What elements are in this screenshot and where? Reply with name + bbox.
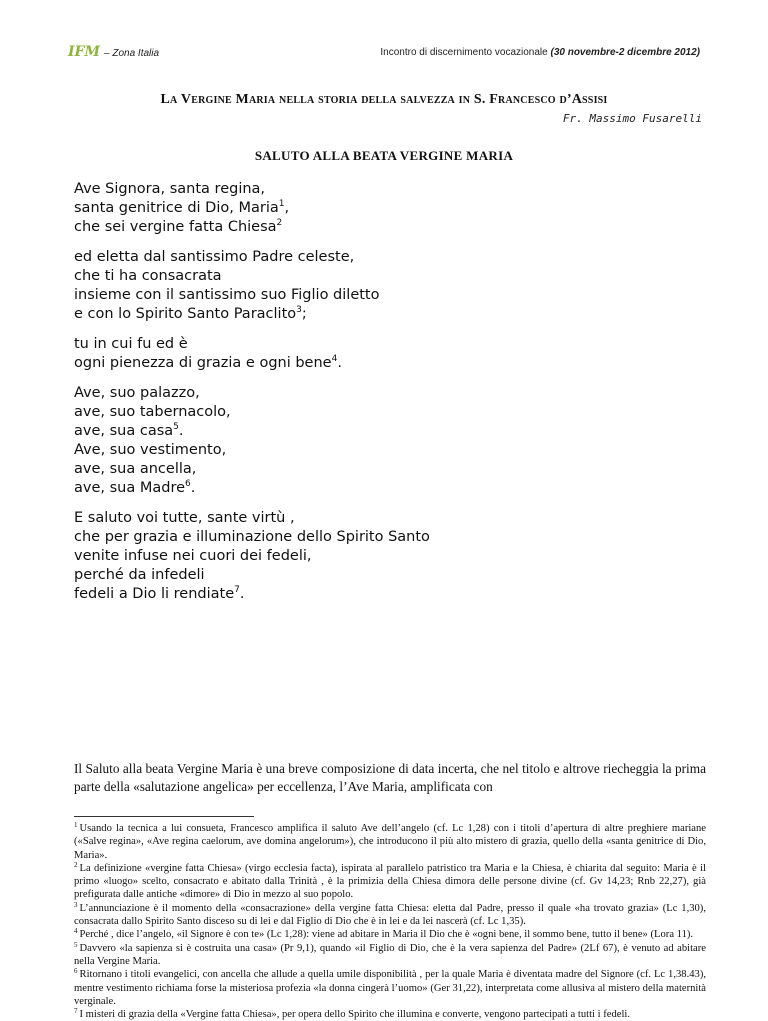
- footnote: [74, 942, 706, 969]
- footnote-number: 4: [74, 927, 78, 936]
- footnote-text: La definizione «vergine fatta Chiesa» (virgo ecclesia facta), ispirata al parallelo patristico tra Maria e la Chiesa, è chiarita dal seguito: Maria è il primo «luogo» scelto, consacrato e abitato dalla Trinità , è la primizia della Chiesa dimora delle persone divine (cf. Gv 14,23; Rnb 22,27), già prefigurata dalle antiche «dimore» di Dio in mezzo al suo popolo.: [74, 862, 706, 901]
- footnote: [74, 902, 706, 929]
- footnote-number: 2: [74, 860, 78, 869]
- footnotes: [74, 822, 706, 1021]
- poem-line: [74, 218, 430, 237]
- poem-line: [74, 585, 430, 604]
- stanza-2: [74, 248, 430, 324]
- document-title: La Vergine Maria nella storia della salvezza in S. Francesco d’Assisi: [160, 92, 608, 107]
- poem-line: [74, 305, 430, 324]
- footnote-ref: 7: [234, 585, 240, 595]
- footnote-text: I misteri di grazia della «Vergine fatta Chiesa», per opera dello Spirito che illumina e converte, vengono partecipati a tutti i fedeli.: [79, 1009, 630, 1021]
- poem-line-text: ogni pienezza di grazia e ogni bene: [74, 355, 332, 371]
- poem-line: che ti ha consacrata: [74, 268, 222, 284]
- poem-line: Ave Signora, santa regina,: [74, 181, 266, 197]
- footnote-ref: 6: [185, 479, 191, 489]
- page-header-right: [380, 47, 700, 58]
- poem-line: E saluto voi tutte, sante virtù ,: [74, 510, 295, 526]
- footnote-text: L’annunciazione è il momento della «consacrazione» della vergine fatta Chiesa: eletta dal Padre, presso il quale «ha trovato grazia» (Lc 1,30), consacrata dallo Spirito Santo disceso su di lei e dal Figlio di Dio che è in lei e da lei nascerà (cf. Lc 1,35).: [74, 902, 706, 928]
- stanza-5: [74, 509, 430, 604]
- poem-line: Ave, suo palazzo,: [74, 385, 200, 401]
- footnote: [74, 928, 706, 941]
- poem-line: che per grazia e illuminazione dello Spirito Santo: [74, 529, 430, 545]
- event-name: Incontro di discernimento vocazionale: [380, 47, 548, 58]
- poem-line: ave, suo tabernacolo,: [74, 404, 231, 420]
- intro-paragraph: Il Saluto alla beata Vergine Maria è una breve composizione di data incerta, che nel titolo e altrove riecheggia la prima parte della «salutazione angelica» per eccellenza, l’Ave Maria, amplificata con: [74, 761, 706, 794]
- stanza-3: [74, 335, 430, 373]
- poem-line: [74, 479, 430, 498]
- footnote-number: 1: [74, 821, 78, 829]
- footnote-ref: 5: [173, 422, 179, 432]
- poem-line-text: che sei vergine fatta Chiesa: [74, 219, 277, 235]
- poem-line-text: santa genitrice di Dio, Maria: [74, 200, 279, 216]
- poem-line-end: .: [239, 586, 245, 602]
- event-dates: (30 novembre-2 dicembre 2012): [550, 47, 700, 58]
- footnote-ref: 3: [296, 305, 302, 315]
- footnote-text: Ritornano i titoli evangelici, con ancella che allude a quella umile disponibilità , per la quale Maria è diventata madre del Signore (cf. Lc 1,38.43), mentre vestimento richiama forse la misteriosa profezia «la donna cingerà l’uomo» (Ger 31,22), interpretata come allusiva al mistero della maternità verginale.: [74, 969, 706, 1007]
- poem-line-end: .: [178, 423, 184, 439]
- document-author: Fr. Massimo Fusarelli: [562, 112, 702, 125]
- poem-line: [74, 422, 430, 441]
- stanza-4: [74, 384, 430, 498]
- footnote-ref: 1: [278, 199, 285, 209]
- poem-line-end: .: [337, 355, 342, 371]
- footnote-number: 5: [74, 940, 78, 949]
- poem-line: insieme con il santissimo suo Figlio diletto: [74, 287, 380, 303]
- footnote: [74, 1008, 706, 1021]
- footnote: [74, 862, 706, 902]
- poem-line-end: .: [190, 480, 196, 496]
- poem-line-end: ;: [301, 306, 307, 322]
- poem-line: tu in cui fu ed è: [74, 336, 188, 352]
- page-header-left: [68, 44, 159, 60]
- poem-line-text: ave, sua Madre: [74, 480, 186, 496]
- footnote-ref: 4: [331, 354, 338, 364]
- footnote-number: 3: [74, 900, 78, 909]
- poem-line: [74, 354, 430, 373]
- footnote-text: Davvero «la sapienza si è costruita una casa» (Pr 9,1), quando «il Figlio di Dio, che è la vera sapienza del Padre» (2Lf 67), è venuto ad abitare nella Vergine Maria.: [74, 942, 706, 967]
- poem-line: perché da infedeli: [74, 567, 205, 583]
- footnote-text: Perché , dice l’angelo, «il Signore è con te» (Lc 1,28): viene ad abitare in Maria il Dio che è «ogni bene, il sommo bene, tutto il bene» (Lora 11).: [79, 929, 694, 941]
- poem-title: SALUTO ALLA BEATA VERGINE MARIA: [254, 148, 514, 163]
- footnote: [74, 968, 706, 1008]
- poem-line: [74, 199, 430, 218]
- poem-line-text: e con lo Spirito Santo Paraclito: [74, 306, 297, 322]
- poem-line: ed eletta dal santissimo Padre celeste,: [74, 249, 355, 265]
- poem-line-text: ave, sua casa: [74, 423, 174, 439]
- poem-line-end: ,: [284, 200, 290, 216]
- footnote-number: 7: [74, 1007, 78, 1016]
- poem-line: venite infuse nei cuori dei fedeli,: [74, 548, 312, 564]
- footnote-number: 6: [74, 967, 78, 976]
- poem-line: Ave, suo vestimento,: [74, 442, 227, 458]
- footnote: [74, 822, 706, 862]
- stanza-1: [74, 180, 430, 237]
- footnote-divider: [74, 816, 254, 817]
- zone-label: – Zona Italia: [104, 48, 160, 59]
- ifm-logo: IFM: [68, 44, 100, 60]
- poem: [74, 180, 430, 615]
- poem-line: ave, sua ancella,: [74, 461, 197, 477]
- footnote-ref: 2: [276, 218, 283, 228]
- footnote-text: Usando la tecnica a lui consueta, Francesco amplifica il saluto Ave dell’angelo (cf. Lc 1,28) con i titoli d’apertura di altre preghiere mariane («Salve regina», «Ave regina caelorum, ave domina angelorum»), che introducono il più alto mistero di grazia, quello della «santa genitrice di Dio, Maria».: [74, 823, 706, 861]
- poem-line-text: fedeli a Dio li rendiate: [74, 586, 235, 602]
